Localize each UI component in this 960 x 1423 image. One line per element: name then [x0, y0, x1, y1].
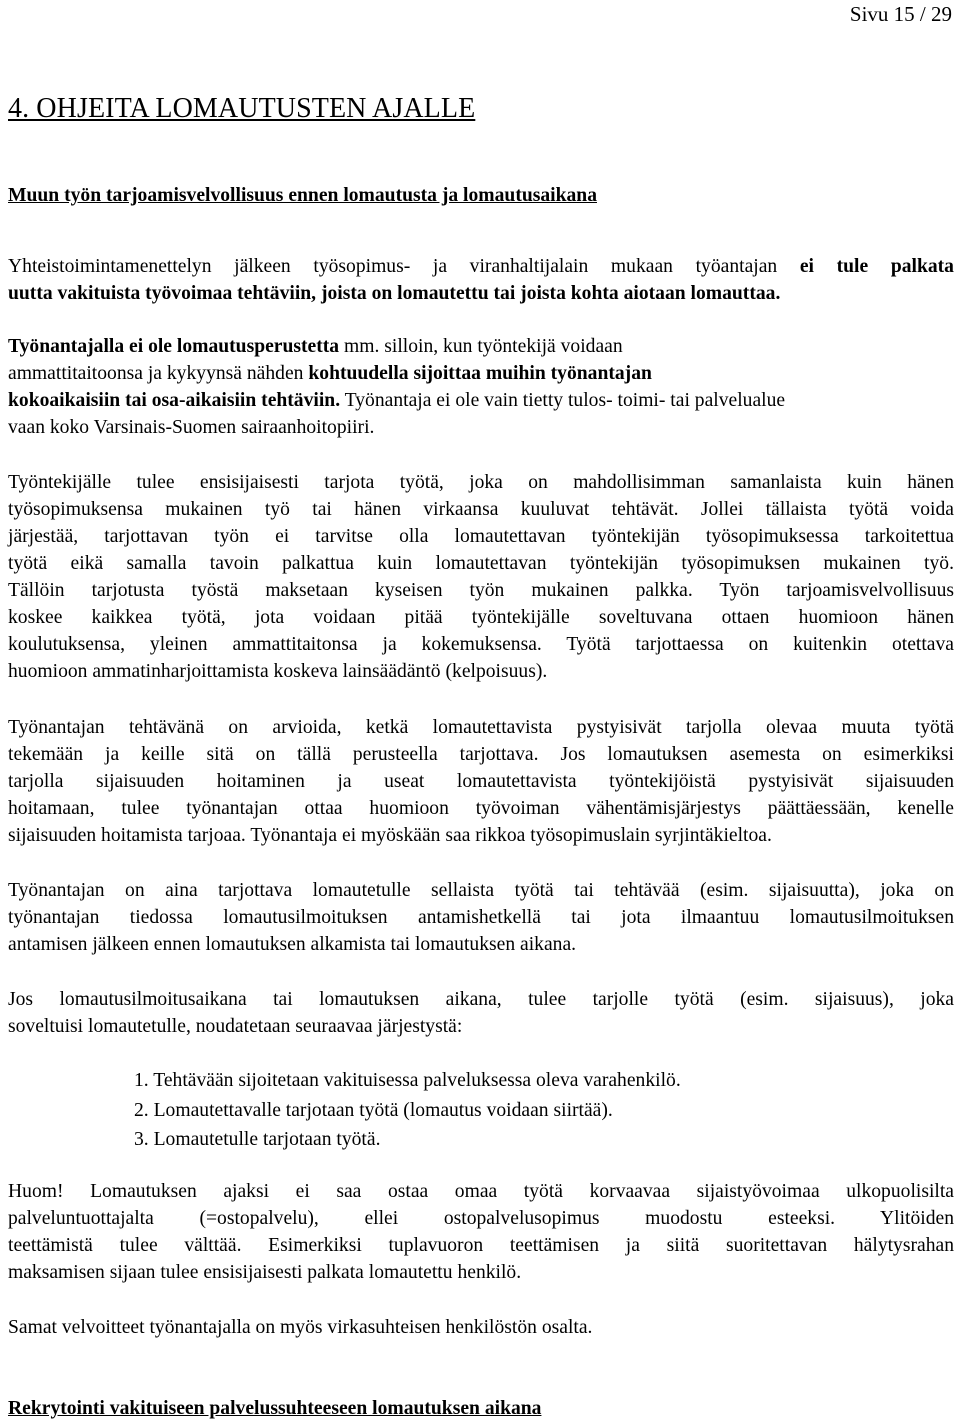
- text-line: Samat velvoitteet työnantajalla on myös virkasuhteisen henkilöstön osalta.: [8, 1317, 593, 1338]
- list-item: 3. Lomautetulle tarjotaan työtä.: [134, 1129, 381, 1150]
- text-line: koskee kaikkea työtä, jota voidaan pitää työntekijälle soveltuvana ottaen huomioon hänen: [8, 607, 954, 628]
- text-span: mm. silloin, kun työntekijä voidaan: [339, 336, 623, 357]
- text-line: huomioon ammatinharjoittamista koskeva lainsäädäntö (kelpoisuus).: [8, 661, 548, 682]
- list-item: 1. Tehtävään sijoitetaan vakituisessa palveluksessa oleva varahenkilö.: [134, 1070, 681, 1091]
- text-line: [8, 253, 954, 280]
- priority-list: [134, 1067, 681, 1156]
- subsection-heading: Muun työn tarjoamisvelvollisuus ennen lomautusta ja lomautusaikana: [8, 185, 597, 206]
- text-line: tekemään ja keille sitä on tällä perusteella tarjottava. Jos lomautuksen asemesta on esimerkiksi: [8, 744, 954, 765]
- text-line: [8, 333, 954, 360]
- section-heading: 4. OHJEITA LOMAUTUSTEN AJALLE: [8, 93, 476, 124]
- page-number: Sivu 15 / 29: [849, 2, 952, 26]
- text-line: tarjolla sijaisuuden hoitaminen ja useat lomautettavista työntekijöistä pystyisivät sijaisuuden: [8, 771, 954, 792]
- text-line: koulutuksensa, yleinen ammattitaitonsa ja kokemuksensa. Työtä tarjottaessa on kuitenkin otettava: [8, 634, 954, 655]
- text-line: vaan koko Varsinais-Suomen sairaanhoitopiiri.: [8, 417, 375, 438]
- bold-text: ei tule palkata: [799, 256, 954, 277]
- text-line: [8, 360, 954, 387]
- text-line: Huom! Lomautuksen ajaksi ei saa ostaa omaa työtä korvaavaa sijaistyövoimaa ulkopuolisilta: [8, 1181, 954, 1202]
- text-span: ammattitaitoonsa ja kykyynsä nähden: [8, 363, 309, 384]
- paragraph-no-layoff-ground: [8, 333, 954, 441]
- text-line: työnantajan tiedossa lomautusilmoituksen antamishetkellä tai jota ilmaantuu lomautusilmoituksen: [8, 907, 954, 928]
- paragraph-order-of-priority: [8, 986, 954, 1040]
- paragraph-hiring-restriction: [8, 253, 954, 307]
- paragraph-note: [8, 1178, 954, 1286]
- text-line: sijaisuuden hoitamista tarjoaa. Työnantaja ei myöskään saa rikkoa työsopimuslain syrjintäkieltoa.: [8, 825, 772, 846]
- text-line: palveluntuottajalta (=ostopalvelu), ellei ostopalvelusopimus muodostu esteeksi. Ylitöiden: [8, 1208, 954, 1229]
- paragraph-offering-work: [8, 469, 954, 685]
- list-item: 2. Lomautettavalle tarjotaan työtä (lomautus voidaan siirtää).: [134, 1099, 613, 1121]
- text-line: työtä eikä samalla tavoin palkattua kuin lomautettavan työntekijän työsopimuksen mukainen työ.: [8, 553, 954, 574]
- bold-text: kokoaikaisiin tai osa-aikaisiin tehtäviin.: [8, 390, 341, 411]
- paragraph-always-offer: [8, 877, 954, 958]
- text-line: soveltuisi lomautetulle, noudatetaan seuraavaa järjestystä:: [8, 1016, 463, 1037]
- text-line: Työnantajan tehtävänä on arvioida, ketkä lomautettavista pystyisivät tarjolla olevaa muuta työtä: [8, 717, 954, 738]
- text-line: antamisen jälkeen ennen lomautuksen alkamista tai lomautuksen aikana.: [8, 934, 577, 955]
- text-line: teettämistä tulee välttää. Esimerkiksi tuplavuoron teettämisen ja siitä suoritettavan hälytysrahan: [8, 1235, 954, 1256]
- text-span: Työnantaja ei ole vain tietty tulos- toimi- tai palvelualue: [340, 390, 786, 411]
- text-line: hoitamaan, tulee työnantajan ottaa huomioon työvoiman vähentämisjärjestys päättäessään, kenelle: [8, 798, 954, 819]
- text-line: työsopimuksensa mukainen työ tai hänen virkaansa kuuluvat tehtävät. Jollei tällaista työtä voida: [8, 499, 954, 520]
- paragraph-employer-assessment: [8, 714, 954, 849]
- paragraph-civil-service: [8, 1314, 954, 1341]
- bold-text-line: uutta vakituista työvoimaa tehtäviin, joista on lomautettu tai joista kohta aiotaan lomauttaa.: [8, 283, 781, 304]
- text-span: Yhteistoimintamenettelyn jälkeen työsopimus- ja viranhaltijalain mukaan työantajan: [8, 256, 800, 277]
- next-section-heading: Rekrytointi vakituiseen palvelussuhteeseen lomautuksen aikana: [8, 1398, 542, 1419]
- text-line: Jos lomautusilmoitusaikana tai lomautuksen aikana, tulee tarjolle työtä (esim. sijaisuus), joka: [8, 989, 954, 1010]
- text-line: Työntekijälle tulee ensisijaisesti tarjota työtä, joka on mahdollisimman samanlaista kuin hänen: [8, 472, 954, 493]
- text-line: [8, 387, 954, 414]
- text-line: järjestää, tarjottavan työn ei tarvitse olla lomautettavan työntekijän työsopimuksessa tarkoitettua: [8, 526, 954, 547]
- text-line: Työnantajan on aina tarjottava lomautetulle sellaista työtä tai tehtävää (esim. sijaisuutta), joka on: [8, 880, 954, 901]
- bold-text: kohtuudella sijoittaa muihin työnantajan: [308, 363, 652, 384]
- text-line: maksamisen sijaan tulee ensisijaisesti palkata lomautettu henkilö.: [8, 1262, 522, 1283]
- bold-text: Työnantajalla ei ole lomautusperustetta: [8, 336, 340, 357]
- text-line: Tällöin tarjotusta työstä maksetaan kyseisen työn mukainen palkka. Työn tarjoamisvelvollisuus: [8, 580, 954, 601]
